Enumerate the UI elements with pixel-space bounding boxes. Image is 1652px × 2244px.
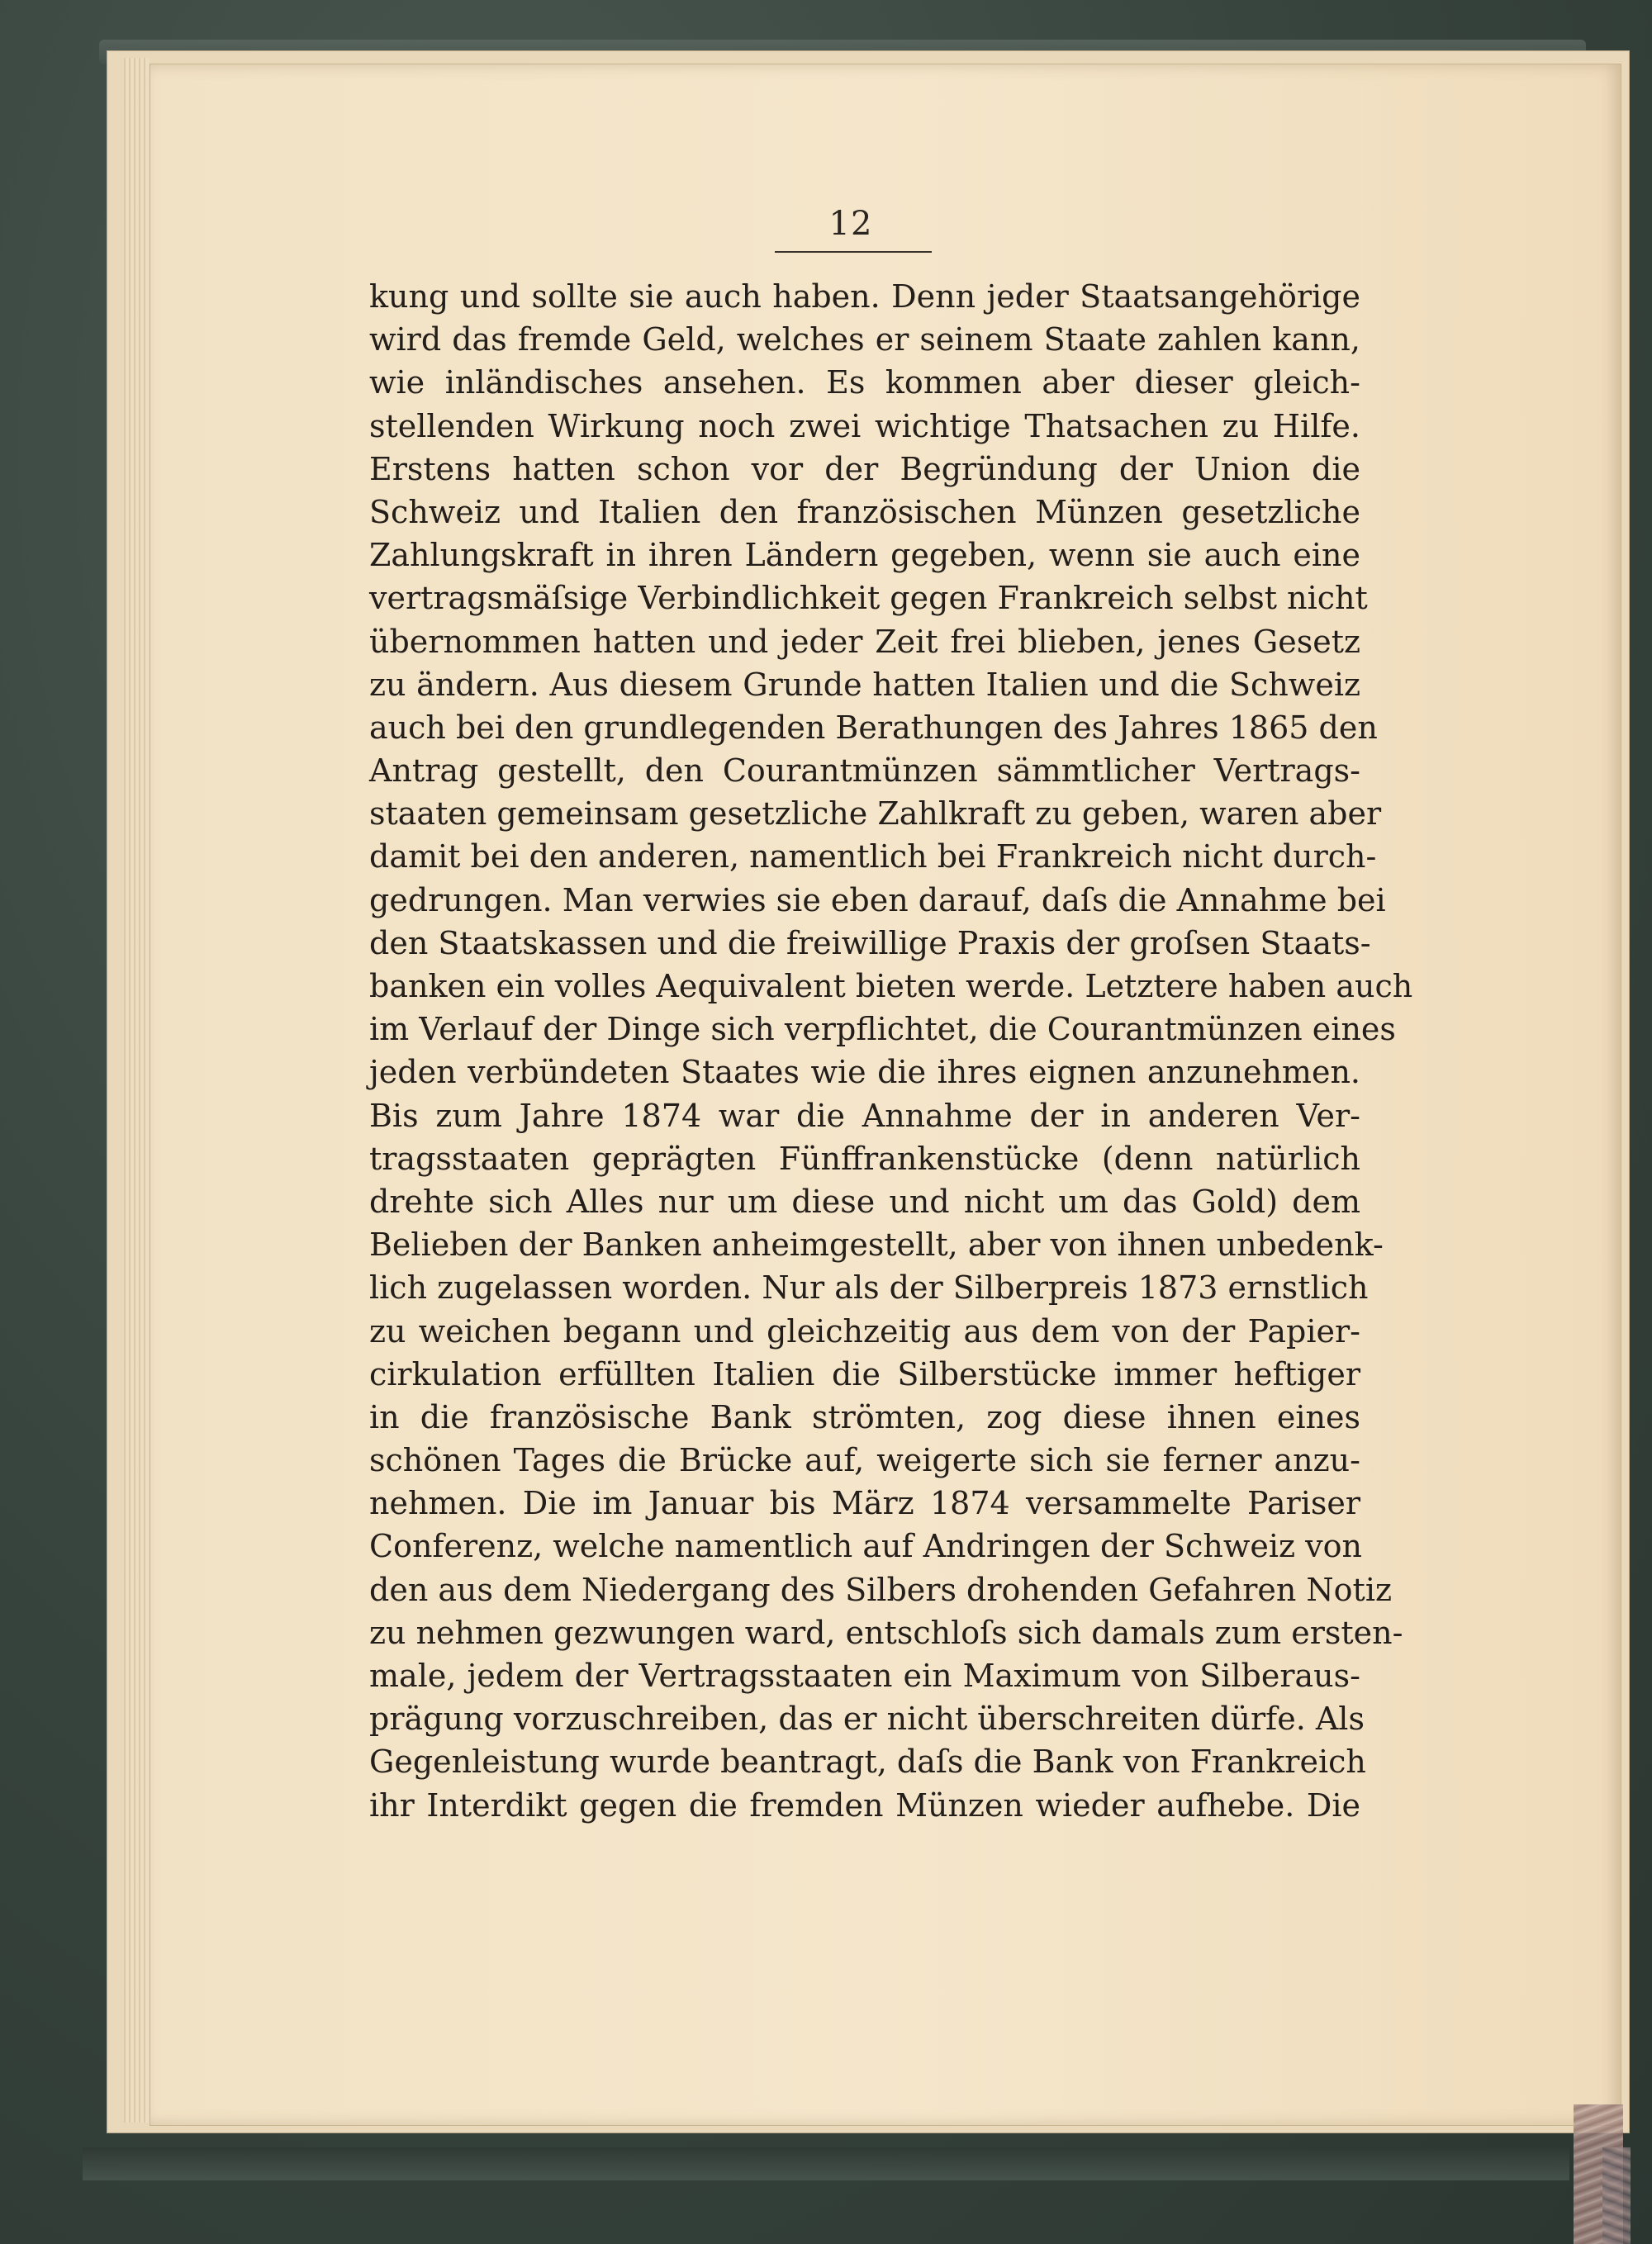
text-line: cirkulation erfüllten Italien die Silberstücke immer heftiger [369,1355,1360,1392]
text-line: in die französische Bank strömten, zog diese ihnen eines [369,1398,1360,1435]
text-line: wird das fremde Geld, welches er seinem Staate zahlen kann, [369,321,1360,358]
text-line: jeden verbündeten Staates wie die ihres eignen anzunehmen. [369,1054,1360,1091]
text-line: kung und sollte sie auch haben. Denn jeder Staatsangehörige [369,278,1360,315]
text-line: drehte sich Alles nur um diese und nicht um das Gold) dem [369,1183,1360,1220]
text-line: Erstens hatten schon vor der Begründung der Union die [369,450,1360,487]
text-line: zu nehmen gezwungen ward, entschloſs sich damals zum ersten- [369,1614,1403,1651]
body-text [369,275,1413,1827]
text-line: stellenden Wirkung noch zwei wichtige Thatsachen zu Hilfe. [369,407,1360,444]
text-line: Bis zum Jahre 1874 war die Annahme der in anderen Ver- [369,1097,1360,1134]
text-line: nehmen. Die im Januar bis März 1874 versammelte Pariser [369,1485,1360,1522]
text-line: banken ein volles Aequivalent bieten werde. Letztere haben auch [369,968,1413,1004]
text-line: staaten gemeinsam gesetzliche Zahlkraft zu geben, waren aber [369,795,1382,833]
bookmark-ribbon-second [1602,2147,1631,2244]
text-line: wie inländisches ansehen. Es kommen aber dieser gleich- [369,364,1360,401]
text-line: prägung vorzuschreiben, das er nicht überschreiten dürfe. Als [369,1701,1365,1738]
text-line: lich zugelassen worden. Nur als der Silberpreis 1873 ernstlich [369,1269,1369,1307]
text-line: den Staatskassen und die freiwillige Praxis der groſsen Staats- [369,924,1371,961]
text-line: auch bei den grundlegenden Berathungen des Jahres 1865 den [369,709,1378,746]
text-line: Antrag gestellt, den Courantmünzen sämmtlicher Vertrags- [369,752,1360,790]
text-line: gedrungen. Man verwies sie eben darauf, daſs die Annahme bei [369,881,1386,918]
text-line: zu ändern. Aus diesem Grunde hatten Italien und die Schweiz [369,666,1360,703]
page-edges [124,58,149,2123]
text-line: Gegenleistung wurde beantragt, daſs die Bank von Frankreich [369,1743,1366,1781]
page-number-rule [775,251,932,253]
text-line: Belieben der Banken anheimgestellt, aber von ihnen unbedenk- [369,1226,1384,1264]
text-line: damit bei den anderen, namentlich bei Frankreich nicht durch- [369,838,1377,875]
text-line: im Verlauf der Dinge sich verpflichtet, die Courantmünzen eines [369,1011,1396,1048]
text-line: ihr Interdikt gegen die fremden Münzen wieder aufhebe. Die [369,1786,1360,1824]
text-line: vertragsmäſsige Verbindlichkeit gegen Frankreich selbst nicht [369,580,1368,617]
text-line: tragsstaaten geprägten Fünffrankenstücke (denn natürlich [369,1140,1360,1177]
text-line: zu weichen begann und gleichzeitig aus dem von der Papier- [369,1312,1360,1350]
text-line: schönen Tages die Brücke auf, weigerte sich sie ferner anzu- [369,1442,1360,1479]
text-line: übernommen hatten und jeder Zeit frei blieben, jenes Gesetz [369,623,1360,660]
text-line: den aus dem Niedergang des Silbers drohenden Gefahren Notiz [369,1571,1393,1608]
text-line: male, jedem der Vertragsstaaten ein Maximum von Silberaus- [369,1658,1360,1694]
text-line: Schweiz und Italien den französischen Münzen gesetzliche [369,493,1360,530]
text-line: Conferenz, welche namentlich auf Andringen der Schweiz von [369,1528,1362,1565]
page-number: 12 [828,205,873,243]
cover-bottom-edge [83,2147,1569,2180]
text-line: Zahlungskraft in ihren Ländern gegeben, wenn sie auch eine [369,537,1360,574]
